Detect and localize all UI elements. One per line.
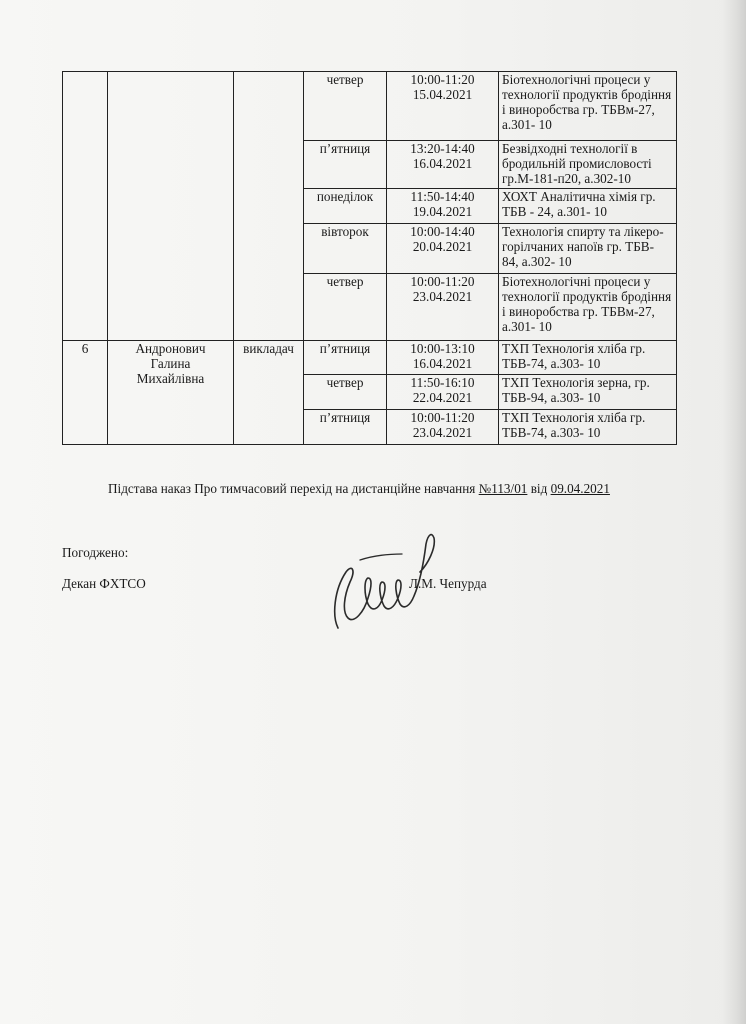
date-value: 16.04.2021: [412, 156, 473, 171]
order-basis-line: [108, 481, 610, 497]
date-value: 20.04.2021: [412, 239, 473, 254]
day-cell: четвер: [304, 72, 387, 141]
discipline-cell: ТХП Технологія зерна, гр. ТБВ-94, а.303- 10: [499, 375, 677, 410]
date-value: 15.04.2021: [412, 87, 473, 102]
table-row: [63, 341, 677, 375]
time-cell: [387, 72, 499, 141]
order-date: 09.04.2021: [550, 481, 610, 496]
discipline-cell: Технологія спирту та лікеро-горілчаних напоїв гр. ТБВ- 84, а.302- 10: [499, 224, 677, 274]
page-edge-shadow: [722, 0, 746, 1024]
dean-name: Л.М. Чепурда: [409, 576, 487, 591]
date-value: 16.04.2021: [412, 356, 473, 371]
time-range: 10:00-11:20: [410, 72, 475, 87]
agreed-label: Погоджено:: [62, 545, 129, 560]
table-row: [63, 72, 677, 141]
time-cell: [387, 224, 499, 274]
discipline-cell: Біотехнологічні процеси у технології продуктів бродіння і виноробства гр. ТБВм-27, а.301- 10: [499, 274, 677, 341]
teacher-first-name: Галина: [150, 356, 191, 371]
time-cell: [387, 189, 499, 224]
day-cell: понеділок: [304, 189, 387, 224]
basis-text: Підстава наказ Про тимчасовий перехід на дистанційне навчання: [108, 481, 479, 496]
time-cell: [387, 375, 499, 410]
teacher-name-cell: [108, 72, 234, 341]
day-cell: п’ятниця: [304, 341, 387, 375]
position-cell: викладач: [234, 341, 304, 445]
time-range: 10:00-14:40: [410, 224, 475, 239]
date-value: 19.04.2021: [412, 204, 473, 219]
discipline-cell: ХОХТ Аналітична хімія гр. ТБВ - 24, а.301- 10: [499, 189, 677, 224]
day-cell: п’ятниця: [304, 141, 387, 189]
discipline-cell: Біотехнологічні процеси у технології продуктів бродіння і виноробства гр. ТБВм-27, а.301- 10: [499, 72, 677, 141]
row-number-cell: 6: [63, 341, 108, 445]
discipline-cell: Безвідходні технології в бродильній промисловості гр.М-181-п20, а.302-10: [499, 141, 677, 189]
time-range: 10:00-13:10: [410, 341, 475, 356]
teacher-surname: Андронович: [135, 341, 206, 356]
teacher-name-cell: [108, 341, 234, 445]
date-value: 22.04.2021: [412, 390, 473, 405]
time-range: 11:50-16:10: [410, 375, 475, 390]
time-cell: [387, 410, 499, 445]
day-cell: четвер: [304, 375, 387, 410]
dean-title: Декан ФХТСО: [62, 576, 146, 591]
time-cell: [387, 274, 499, 341]
day-cell: п’ятниця: [304, 410, 387, 445]
time-range: 13:20-14:40: [410, 141, 475, 156]
position-cell: [234, 72, 304, 341]
time-range: 10:00-11:20: [410, 274, 475, 289]
time-cell: [387, 141, 499, 189]
teacher-patronymic: Михайлівна: [136, 371, 205, 386]
date-value: 23.04.2021: [412, 425, 473, 440]
day-cell: четвер: [304, 274, 387, 341]
from-word: від: [527, 481, 551, 496]
discipline-cell: ТХП Технологія хліба гр. ТБВ-74, а.303- 10: [499, 410, 677, 445]
date-value: 23.04.2021: [412, 289, 473, 304]
time-range: 11:50-14:40: [410, 189, 475, 204]
schedule-table: [62, 71, 677, 445]
row-number-cell: [63, 72, 108, 341]
time-cell: [387, 341, 499, 375]
time-range: 10:00-11:20: [410, 410, 475, 425]
discipline-cell: ТХП Технологія хліба гр. ТБВ-74, а.303- 10: [499, 341, 677, 375]
day-cell: вівторок: [304, 224, 387, 274]
order-number: №113/01: [478, 481, 528, 496]
